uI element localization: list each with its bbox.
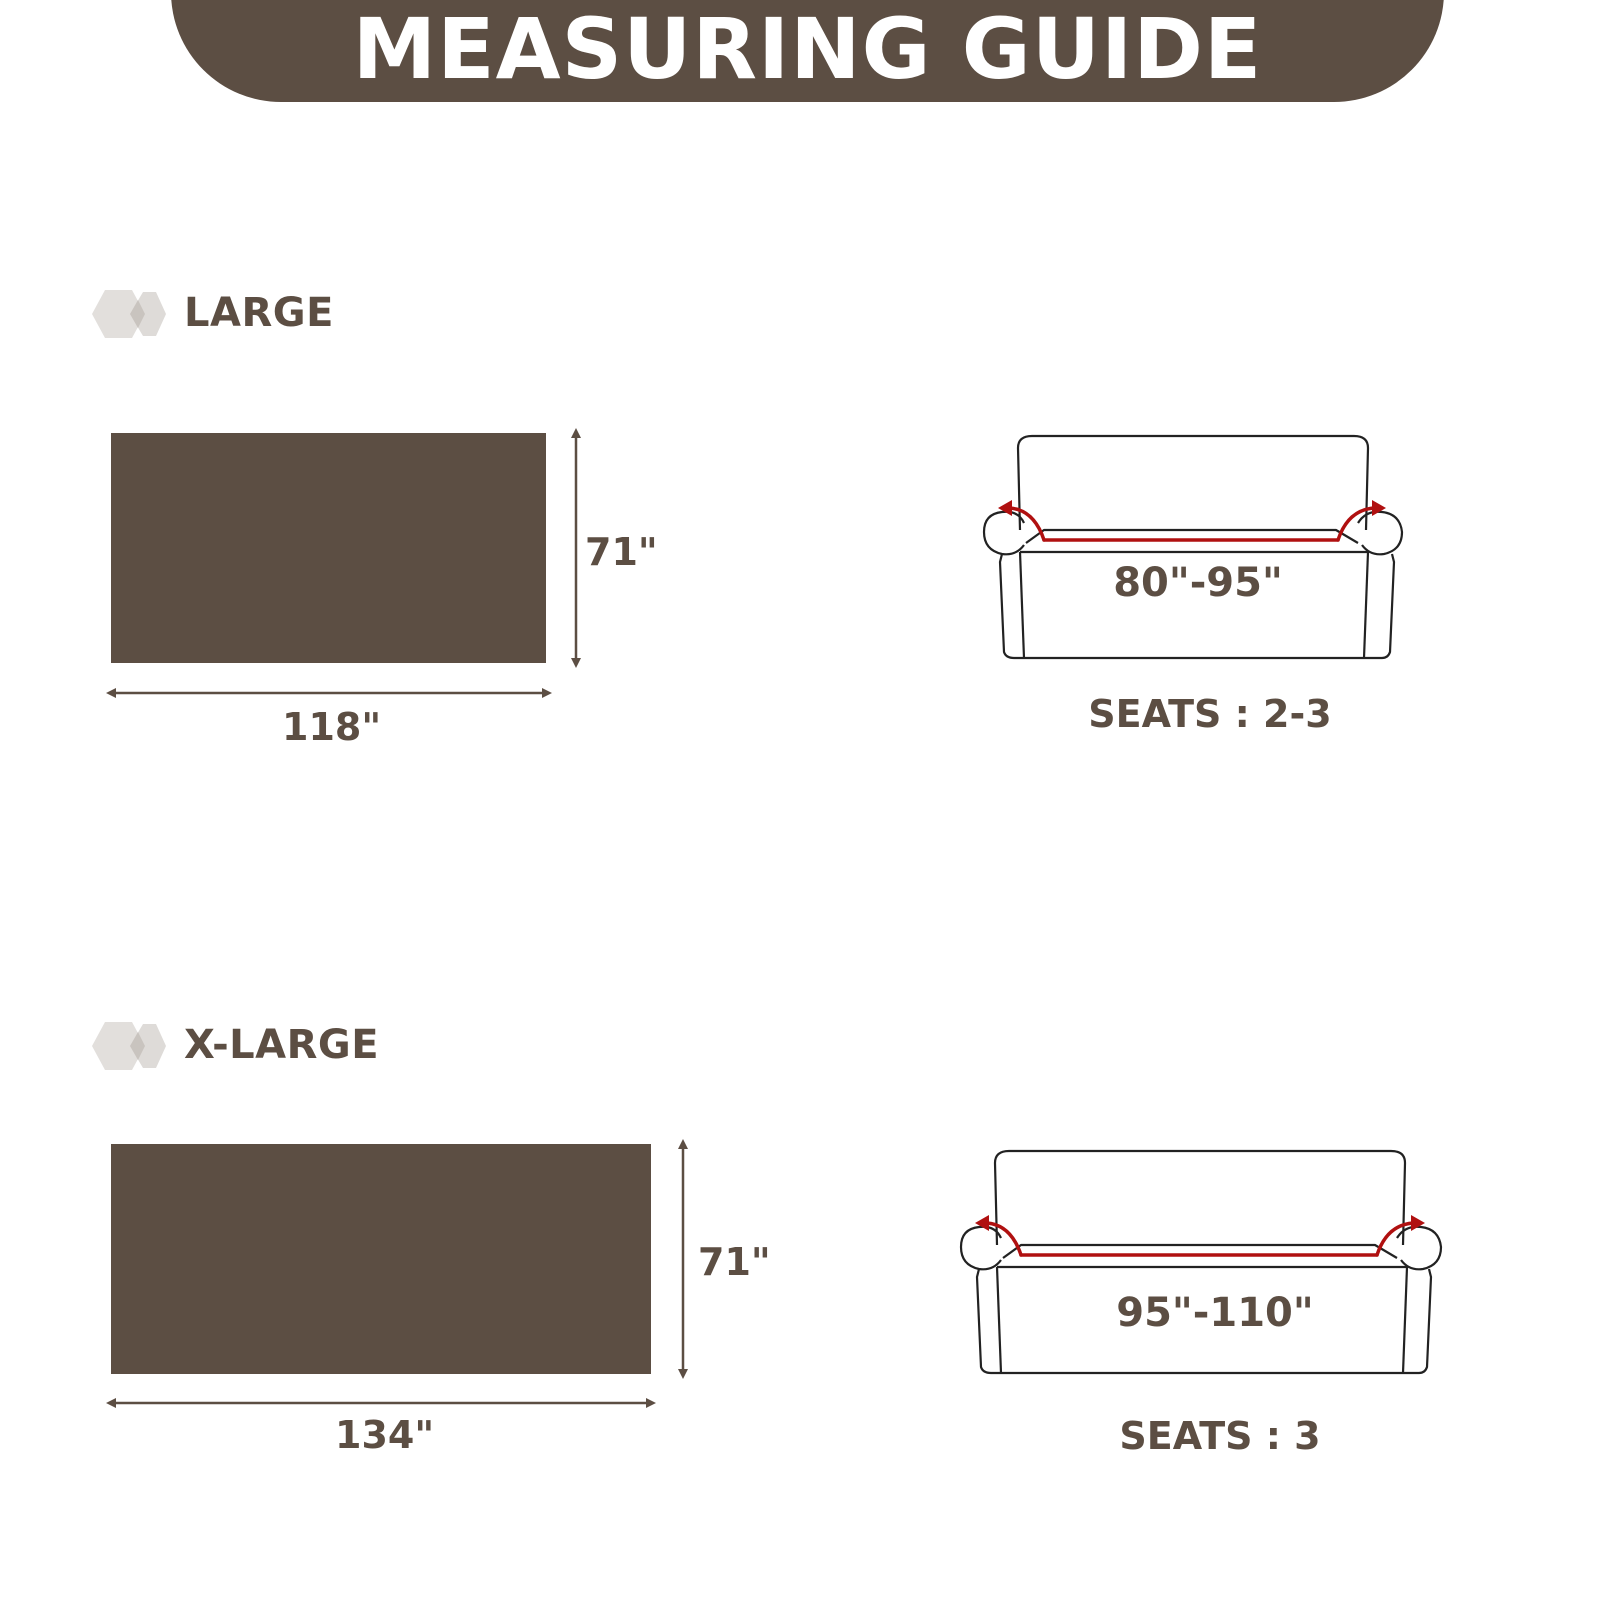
hexagon-icon [90,1018,170,1074]
seats-label-large: SEATS : 2-3 [1088,692,1332,736]
sofa-outline-icon [958,430,1438,670]
size-label-xlarge: X-LARGE [184,1022,380,1068]
size-label-large: LARGE [184,290,334,336]
width-arrow-xlarge [106,1395,656,1411]
height-label-xlarge: 71" [698,1240,771,1284]
width-label-xlarge: 134" [335,1413,435,1457]
height-arrow-large [568,428,584,668]
header-banner [171,0,1444,102]
hexagon-icon [90,286,170,342]
seats-label-xlarge: SEATS : 3 [1119,1414,1321,1458]
page-title: MEASURING GUIDE [352,0,1263,98]
sofa-range-large: 80"-95" [1113,560,1283,606]
height-label-large: 71" [585,530,658,574]
width-label-large: 118" [282,705,382,749]
sofa-range-xlarge: 95"-110" [1116,1290,1314,1336]
fabric-rectangle-xlarge [111,1144,651,1374]
height-arrow-xlarge [675,1139,691,1379]
sofa-outline-icon [935,1145,1475,1385]
width-arrow-large [106,685,552,701]
fabric-rectangle-large [111,433,546,663]
